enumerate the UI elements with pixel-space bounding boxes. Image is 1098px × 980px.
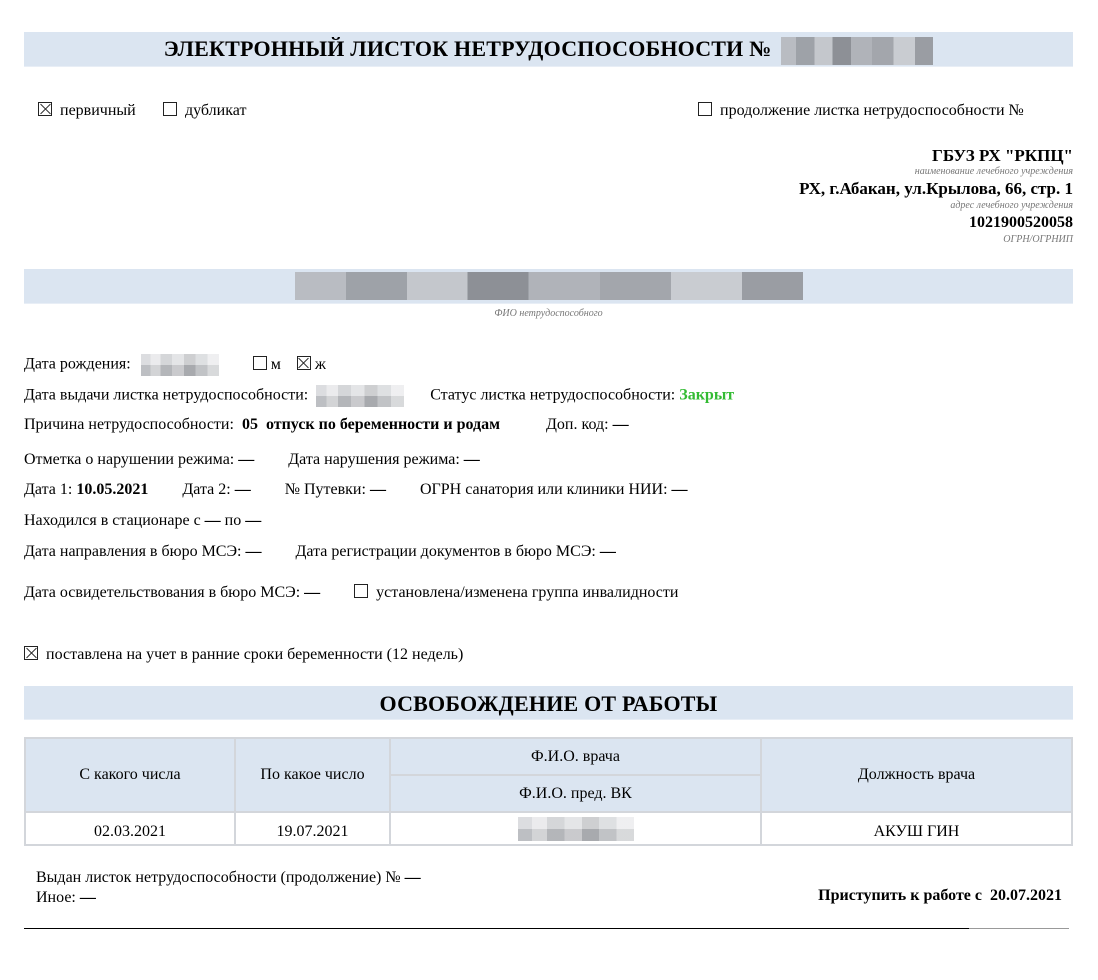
sex-m-label: м	[270, 355, 281, 373]
patient-name-band	[24, 269, 1073, 304]
hospital-label: Находился в стационаре с	[24, 512, 201, 529]
sex-m-checkbox[interactable]	[253, 356, 281, 373]
extra-code-label: Доп. код:	[546, 416, 609, 433]
duplicate-label: дубликат	[185, 102, 247, 119]
institution-block	[799, 146, 1073, 246]
patient-name-redacted	[295, 272, 803, 300]
continuation-checkbox[interactable]	[698, 102, 1024, 120]
mse-registration-value: —	[599, 543, 616, 560]
date1-label: Дата 1:	[24, 481, 73, 498]
voucher-value: —	[369, 481, 386, 498]
reason-label: Причина нетрудоспособности:	[24, 416, 234, 433]
issue-date-redacted	[316, 385, 404, 407]
other-value: —	[79, 889, 96, 906]
sanatorium-value: —	[671, 481, 688, 498]
continuation-label: продолжение листка нетрудоспособности №	[720, 102, 1024, 119]
title-band	[24, 32, 1073, 67]
return-to-work	[810, 869, 1062, 905]
row-doctor	[390, 812, 761, 845]
violation-value: —	[238, 451, 255, 468]
institution-name: ГБУЗ РХ "РКПЦ"	[932, 146, 1073, 165]
hospital-to-label: по	[224, 512, 242, 529]
checkbox-unchecked-icon[interactable]	[698, 102, 712, 116]
hospital-to-value: —	[245, 512, 262, 529]
checkbox-checked-icon[interactable]	[38, 102, 52, 116]
row-from: 02.03.2021	[25, 812, 235, 845]
duplicate-checkbox[interactable]	[163, 102, 246, 120]
other	[36, 889, 96, 907]
extra-code-value: —	[612, 416, 629, 433]
release-band	[24, 686, 1073, 720]
mse-registration-label: Дата регистрации документов в бюро МСЭ:	[295, 543, 596, 560]
mse-exam-row	[24, 584, 678, 602]
patient-name-caption: ФИО нетрудоспособного	[494, 308, 603, 319]
continuation-issued	[36, 869, 421, 887]
checkbox-unchecked-icon[interactable]	[163, 102, 177, 116]
checkbox-checked-icon[interactable]	[297, 356, 311, 370]
date1-value: 10.05.2021	[76, 481, 149, 498]
early-pregnancy-label: поставлена на учет в ранние сроки беременности (12 недель)	[46, 646, 464, 663]
issue-status-row	[24, 385, 734, 407]
institution-ogrn: 1021900520058	[969, 214, 1073, 231]
mse-exam-value: —	[304, 584, 321, 601]
status-label: Статус листка нетрудоспособности:	[430, 386, 676, 404]
mse-direction-label: Дата направления в бюро МСЭ:	[24, 543, 242, 560]
birth-date-redacted	[141, 354, 219, 376]
doctor-name-redacted	[518, 817, 634, 841]
table-row	[25, 812, 1072, 845]
column-header-doctor: Ф.И.О. врача	[390, 738, 761, 775]
issue-date-label: Дата выдачи листка нетрудоспособности:	[24, 386, 309, 404]
date2-value: —	[234, 481, 251, 498]
institution-ogrn-caption: ОГРН/ОГРНИП	[1003, 234, 1073, 245]
column-header-vk-chair: Ф.И.О. пред. ВК	[390, 775, 761, 812]
birth-label: Дата рождения:	[24, 355, 131, 373]
mse-direction-value: —	[245, 543, 262, 560]
institution-address-caption: адрес лечебного учреждения	[950, 200, 1073, 211]
other-label: Иное:	[36, 889, 76, 906]
column-header-from: С какого числа	[25, 738, 235, 812]
checkbox-checked-icon[interactable]	[24, 646, 38, 660]
release-title: ОСВОБОЖДЕНИЕ ОТ РАБОТЫ	[379, 691, 718, 716]
primary-checkbox[interactable]	[38, 102, 136, 120]
reason-value: 05 отпуск по беременности и родам	[241, 416, 501, 433]
column-header-to: По какое число	[235, 738, 390, 812]
return-label: Приступить к работе с	[818, 887, 982, 904]
hospital-from-value: —	[204, 512, 221, 529]
violation-date-label: Дата нарушения режима:	[288, 451, 460, 468]
sex-f-label: ж	[314, 355, 326, 373]
disability-group-checkbox[interactable]	[354, 584, 678, 601]
title-text: ЭЛЕКТРОННЫЙ ЛИСТОК НЕТРУДОСПОСОБНОСТИ №	[163, 36, 772, 61]
voucher-label: № Путевки:	[284, 481, 366, 498]
birth-row	[24, 354, 326, 376]
dates-row	[24, 481, 688, 499]
sheet-number-redacted	[781, 37, 933, 65]
reason-row	[24, 416, 629, 434]
sex-f-checkbox[interactable]	[297, 356, 326, 373]
continuation-issued-label: Выдан листок нетрудоспособности (продолжение) №	[36, 869, 401, 886]
footer-divider	[24, 928, 969, 929]
early-pregnancy-checkbox[interactable]	[24, 646, 463, 664]
row-to: 19.07.2021	[235, 812, 390, 845]
institution-address: РХ, г.Абакан, ул.Крылова, 66, стр. 1	[799, 179, 1073, 198]
page-title	[24, 32, 1073, 66]
status-value: Закрыт	[679, 386, 735, 404]
hospital-row	[24, 512, 261, 530]
disability-group-label: установлена/изменена группа инвалидности	[376, 584, 679, 601]
institution-name-caption: наименование лечебного учреждения	[914, 166, 1073, 177]
violation-row	[24, 451, 480, 469]
checkbox-unchecked-icon[interactable]	[354, 584, 368, 598]
violation-date-value: —	[463, 451, 480, 468]
return-date: 20.07.2021	[990, 887, 1062, 904]
primary-label: первичный	[60, 102, 136, 119]
sanatorium-label: ОГРН санатория или клиники НИИ:	[419, 481, 668, 498]
row-position: АКУШ ГИН	[761, 812, 1072, 845]
date2-label: Дата 2:	[182, 481, 231, 498]
violation-label: Отметка о нарушении режима:	[24, 451, 235, 468]
release-table	[24, 737, 1073, 846]
column-header-position: Должность врача	[761, 738, 1072, 812]
checkbox-unchecked-icon[interactable]	[253, 356, 267, 370]
mse-row	[24, 543, 616, 561]
footer-divider-light	[969, 928, 1069, 929]
continuation-issued-value: —	[404, 869, 421, 886]
mse-exam-label: Дата освидетельствования в бюро МСЭ:	[24, 584, 301, 601]
